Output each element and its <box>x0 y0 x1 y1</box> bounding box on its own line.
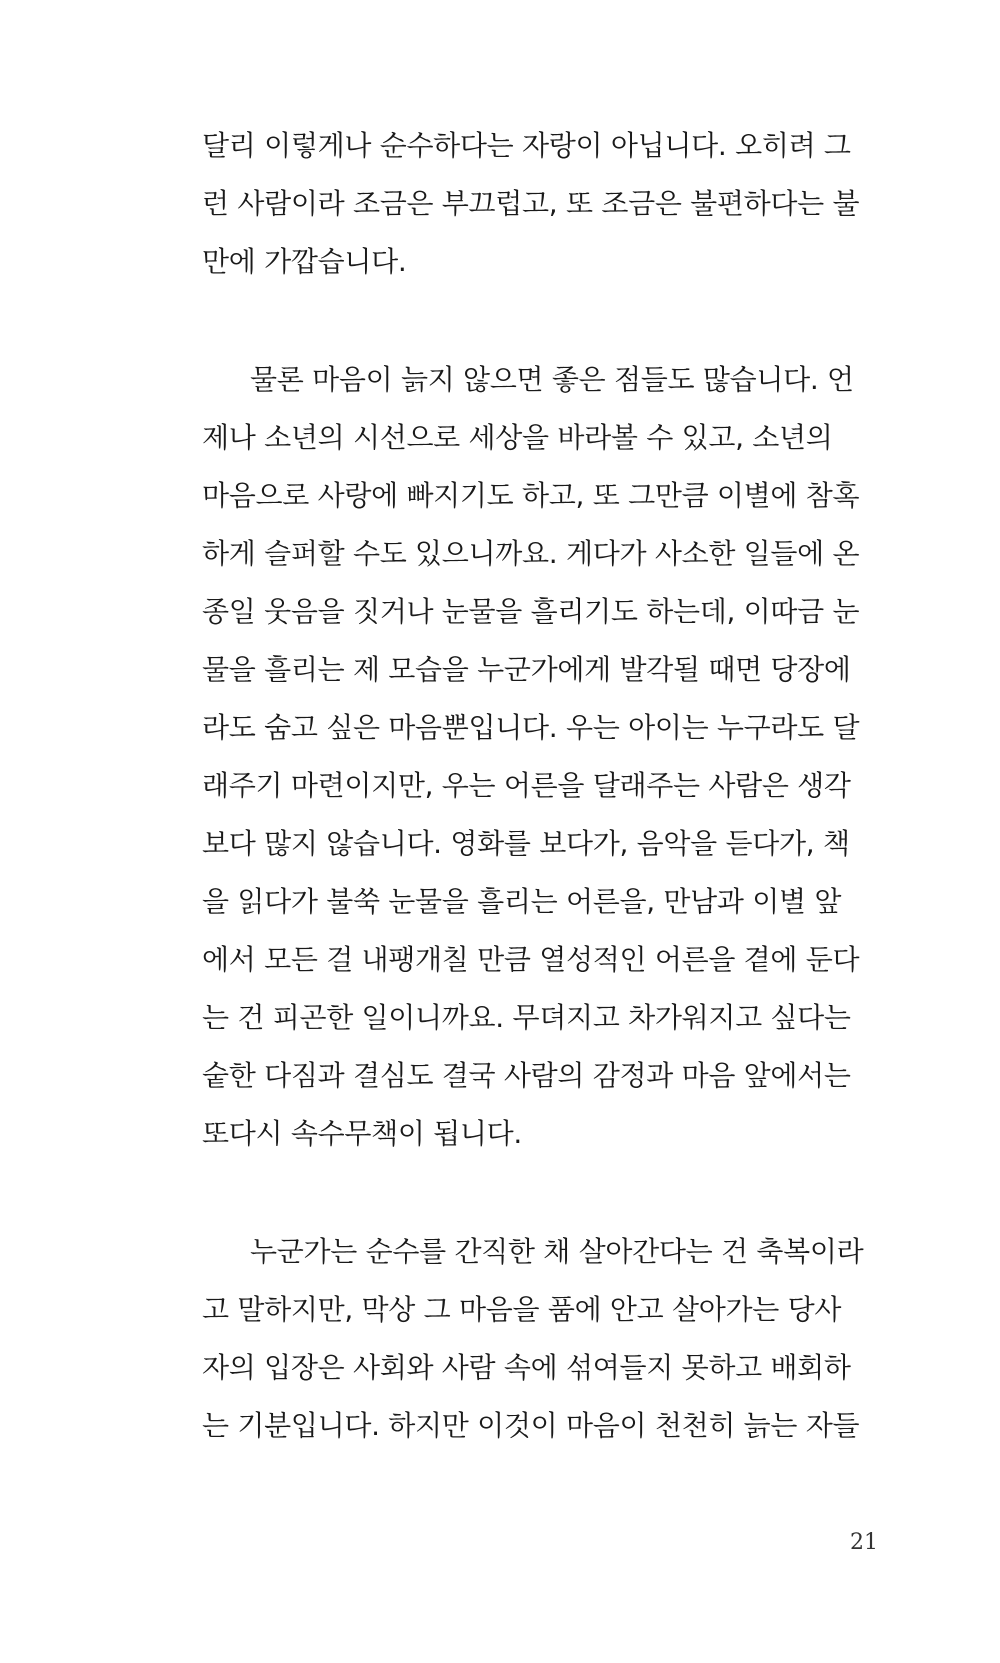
text-line: 을 읽다가 불쑥 눈물을 흘리는 어른을, 만남과 이별 앞 <box>202 885 842 918</box>
text-line: 만에 가깝습니다. <box>202 245 407 278</box>
text-line: 보다 많지 않습니다. 영화를 보다가, 음악을 듣다가, 책 <box>202 827 850 860</box>
text-line: 숱한 다짐과 결심도 결국 사람의 감정과 마음 앞에서는 <box>202 1059 851 1092</box>
paragraph-2 <box>202 351 882 1163</box>
paragraph-spacer <box>202 1163 882 1223</box>
paragraph-1 <box>202 117 882 291</box>
text-line: 누군가는 순수를 간직한 채 살아간다는 건 축복이라 <box>250 1235 864 1268</box>
text-line: 는 건 피곤한 일이니까요. 무뎌지고 차가워지고 싶다는 <box>202 1001 851 1034</box>
body-text <box>202 117 882 1455</box>
text-line: 달리 이렇게나 순수하다는 자랑이 아닙니다. 오히려 그 <box>202 129 851 162</box>
text-line: 라도 숨고 싶은 마음뿐입니다. 우는 아이는 누구라도 달 <box>202 711 860 744</box>
paragraph-spacer <box>202 291 882 351</box>
text-line: 마음으로 사랑에 빠지기도 하고, 또 그만큼 이별에 참혹 <box>202 479 860 512</box>
paragraph-3 <box>202 1223 882 1455</box>
text-line: 래주기 마련이지만, 우는 어른을 달래주는 사람은 생각 <box>202 769 851 802</box>
text-line: 물을 흘리는 제 모습을 누군가에게 발각될 때면 당장에 <box>202 653 851 686</box>
text-line: 고 말하지만, 막상 그 마음을 품에 안고 살아가는 당사 <box>202 1293 842 1326</box>
text-line: 자의 입장은 사회와 사람 속에 섞여들지 못하고 배회하 <box>202 1351 851 1384</box>
page-number: 21 <box>850 1530 878 1555</box>
text-line: 는 기분입니다. 하지만 이것이 마음이 천천히 늙는 자들 <box>202 1409 860 1442</box>
text-line: 에서 모든 걸 내팽개칠 만큼 열성적인 어른을 곁에 둔다 <box>202 943 860 976</box>
text-line: 종일 웃음을 짓거나 눈물을 흘리기도 하는데, 이따금 눈 <box>202 595 860 628</box>
text-line: 런 사람이라 조금은 부끄럽고, 또 조금은 불편하다는 불 <box>202 187 860 220</box>
text-line: 물론 마음이 늙지 않으면 좋은 점들도 많습니다. 언 <box>250 363 854 396</box>
text-line: 또다시 속수무책이 됩니다. <box>202 1117 523 1150</box>
text-line: 제나 소년의 시선으로 세상을 바라볼 수 있고, 소년의 <box>202 421 833 454</box>
text-line: 하게 슬퍼할 수도 있으니까요. 게다가 사소한 일들에 온 <box>202 537 860 570</box>
